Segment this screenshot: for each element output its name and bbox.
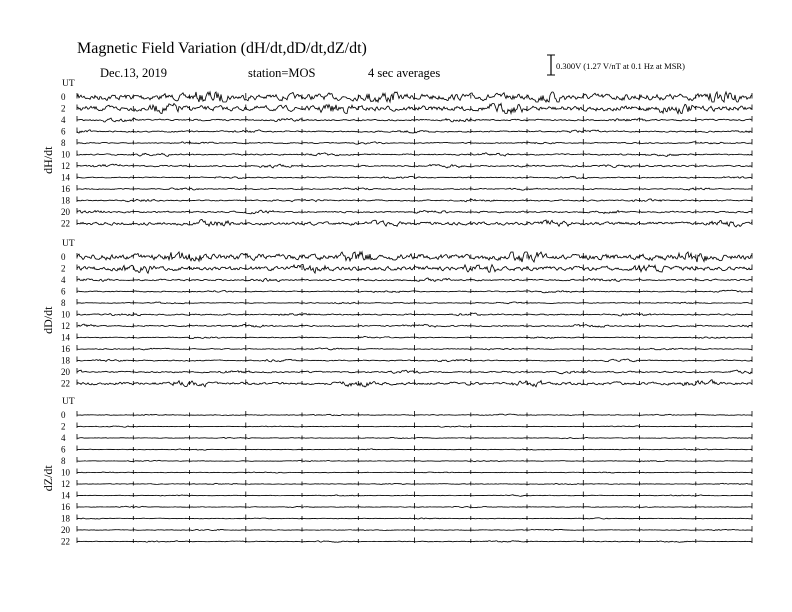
row-label: 20 bbox=[61, 207, 70, 217]
time-ticks bbox=[77, 276, 752, 282]
time-ticks bbox=[77, 116, 752, 122]
time-ticks bbox=[77, 128, 752, 134]
panel-ylabel: dH/dt bbox=[41, 146, 55, 174]
row-label: 4 bbox=[61, 115, 66, 125]
time-ticks bbox=[77, 480, 752, 486]
row-label: 12 bbox=[61, 161, 70, 171]
scale-bar bbox=[547, 55, 555, 75]
time-ticks bbox=[77, 139, 752, 145]
row-label: 4 bbox=[61, 433, 66, 443]
row-label: 0 bbox=[61, 252, 66, 262]
row-label: 14 bbox=[61, 490, 70, 501]
row-label: 18 bbox=[61, 355, 70, 366]
row-label: 18 bbox=[61, 195, 70, 206]
row-label: 2 bbox=[61, 421, 66, 432]
time-ticks bbox=[77, 469, 752, 475]
time-ticks bbox=[77, 492, 752, 498]
averaging-label: 4 sec averages bbox=[368, 66, 441, 80]
row-label: 6 bbox=[61, 444, 66, 455]
row-label: 6 bbox=[61, 286, 66, 297]
row-label: 2 bbox=[61, 263, 66, 274]
time-ticks bbox=[77, 174, 752, 180]
station-label: station=MOS bbox=[248, 66, 316, 80]
row-label: 0 bbox=[61, 410, 66, 420]
row-label: 4 bbox=[61, 275, 66, 285]
row-label: 10 bbox=[61, 149, 70, 160]
row-label: 20 bbox=[61, 525, 70, 535]
ut-label: UT bbox=[62, 397, 75, 407]
chart-title: Magnetic Field Variation (dH/dt,dD/dt,dZ/dt) bbox=[77, 40, 367, 57]
time-ticks bbox=[77, 457, 752, 463]
date-label: Dec.13, 2019 bbox=[100, 66, 167, 80]
row-label: 2 bbox=[61, 103, 66, 114]
row-label: 6 bbox=[61, 126, 66, 137]
row-label: 22 bbox=[61, 378, 70, 389]
time-ticks bbox=[77, 515, 752, 521]
row-label: 10 bbox=[61, 309, 70, 320]
ut-label: UT bbox=[62, 239, 75, 249]
row-label: 22 bbox=[61, 218, 70, 229]
time-ticks bbox=[77, 538, 752, 544]
row-label: 14 bbox=[61, 332, 70, 343]
row-label: 8 bbox=[61, 298, 66, 308]
row-label: 22 bbox=[61, 536, 70, 547]
time-ticks bbox=[77, 208, 752, 214]
ut-label: UT bbox=[62, 79, 75, 89]
time-ticks bbox=[77, 526, 752, 532]
row-label: 10 bbox=[61, 467, 70, 478]
time-ticks bbox=[77, 423, 752, 429]
row-label: 18 bbox=[61, 513, 70, 524]
time-ticks bbox=[77, 411, 752, 417]
row-label: 8 bbox=[61, 456, 66, 466]
time-ticks bbox=[77, 334, 752, 340]
row-label: 12 bbox=[61, 321, 70, 331]
row-label: 16 bbox=[61, 502, 70, 512]
row-label: 14 bbox=[61, 172, 70, 183]
time-ticks bbox=[77, 434, 752, 440]
time-ticks bbox=[77, 446, 752, 452]
row-label: 20 bbox=[61, 367, 70, 377]
row-label: 16 bbox=[61, 184, 70, 194]
time-ticks bbox=[77, 93, 752, 99]
row-label: 12 bbox=[61, 479, 70, 489]
panel-ylabel: dZ/dt bbox=[41, 465, 55, 492]
scale-label: 0.300V (1.27 V/nT at 0.1 Hz at MSR) bbox=[556, 61, 685, 71]
row-label: 16 bbox=[61, 344, 70, 354]
time-ticks bbox=[77, 357, 752, 363]
row-label: 8 bbox=[61, 138, 66, 148]
time-ticks bbox=[77, 345, 752, 351]
panel-ylabel: dD/dt bbox=[41, 306, 55, 334]
time-ticks bbox=[77, 253, 752, 259]
row-label: 0 bbox=[61, 92, 66, 102]
